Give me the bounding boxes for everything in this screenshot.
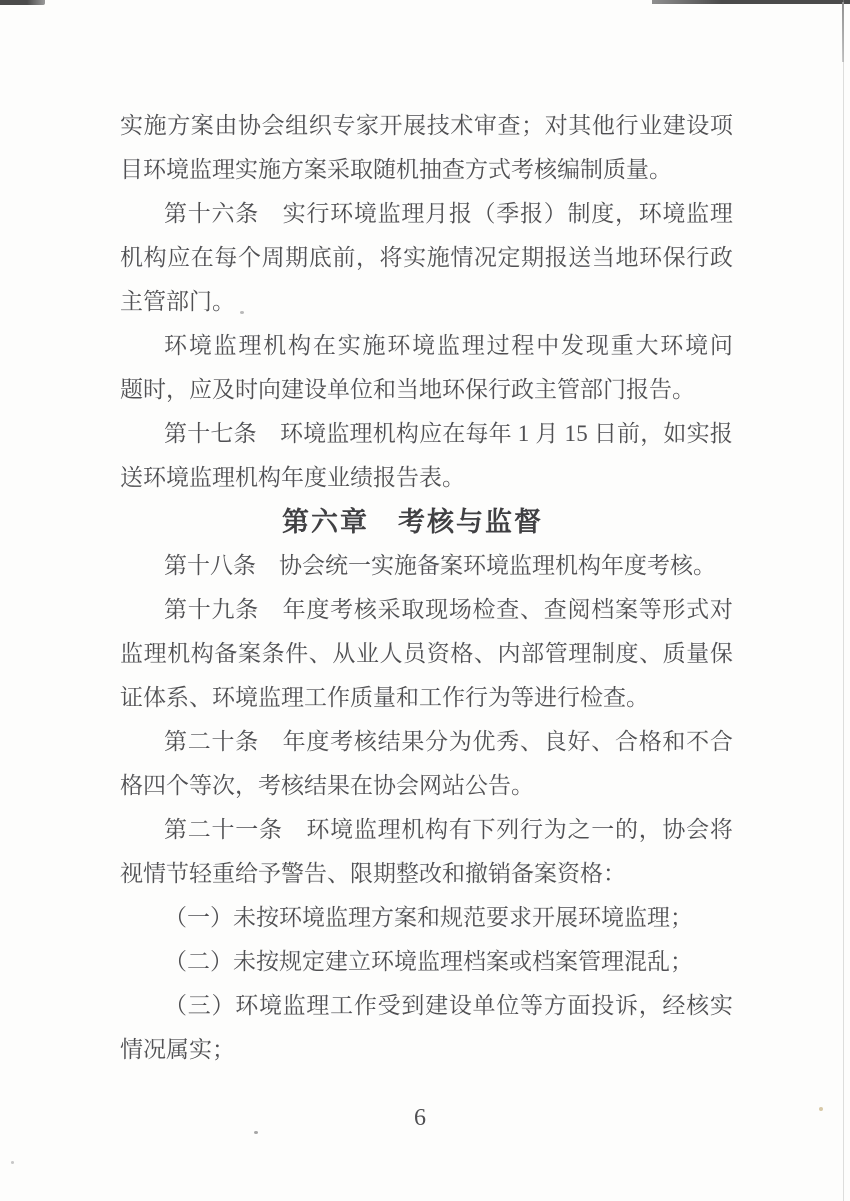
scan-artifact-top-right-edge	[652, 0, 850, 4]
chapter-heading: 第六章 考核与监督	[282, 507, 543, 537]
text-line: 视情节轻重给予警告、限期整改和撤销备案资格：	[120, 861, 626, 886]
scan-artifact-right-edge-line	[843, 0, 844, 1201]
text-line: 第 十 六 条 实 行 环 境 监 理 月 报 （ 季 报 ） 制 度 ， 环 境 监 理	[164, 201, 733, 226]
page-number: 6	[414, 1105, 426, 1131]
text-line: 监 理 机 构 备 案 条 件 、 从 业 人 员 资 格 、 内 部 管 理 制 度 、 质 量 保	[120, 641, 733, 666]
scan-speck	[11, 1161, 14, 1164]
text-line: 第 二 十 一 条 环 境 监 理 机 构 有 下 列 行 为 之 一 的 ， 协 会 将	[164, 817, 733, 842]
paragraph	[120, 896, 733, 940]
text-line: 实 施 方 案 由 协 会 组 织 专 家 开 展 技 术 审 查 ； 对 其 他 行 业 建 设 项	[120, 113, 733, 138]
paragraph	[120, 984, 733, 1072]
paragraph	[120, 192, 733, 324]
paragraph	[120, 808, 733, 896]
paragraph	[120, 720, 733, 808]
text-line: 机 构 应 在 每 个 周 期 底 前 ， 将 实 施 情 况 定 期 报 送 当 地 环 保 行 政	[120, 245, 733, 270]
document-body	[120, 104, 733, 1072]
text-line: 格四个等次，考核结果在协会网站公告。	[120, 773, 534, 798]
text-line: 第 二 十 条 年 度 考 核 结 果 分 为 优 秀 、 良 好 、 合 格 和 不 合	[164, 729, 733, 754]
paragraph	[120, 412, 733, 500]
text-line: 主管部门。	[120, 289, 235, 314]
paragraph	[120, 104, 733, 192]
paragraph	[120, 588, 733, 720]
paragraph	[120, 324, 733, 412]
text-line: 环 境 监 理 机 构 在 实 施 环 境 监 理 过 程 中 发 现 重 大 环 境 问	[164, 333, 733, 358]
text-line: （ 三 ） 环 境 监 理 工 作 受 到 建 设 单 位 等 方 面 投 诉 ， 经 核 实	[164, 993, 733, 1018]
scan-artifact-top-left-edge	[0, 0, 45, 5]
text-line: 第十八条 协会统一实施备案环境监理机构年度考核。	[164, 553, 716, 578]
text-line: 题时，应及时向建设单位和当地环保行政主管部门报告。	[120, 377, 695, 402]
paragraph	[120, 544, 733, 588]
text-line: 第 十 七 条 环 境 监 理 机 构 应 在 每 年 1 月 1 5 日 前 ， 如 实 报	[164, 421, 733, 446]
text-line: 证体系、环境监理工作质量和工作行为等进行检查。	[120, 685, 649, 710]
text-line: 送环境监理机构年度业绩报告表。	[120, 465, 465, 490]
text-line: 情况属实；	[120, 1037, 235, 1062]
text-line: 第 十 九 条 年 度 考 核 采 取 现 场 检 查 、 查 阅 档 案 等 形 式 对	[164, 597, 733, 622]
text-line: （二）未按规定建立环境监理档案或档案管理混乱；	[164, 949, 693, 974]
paragraph	[120, 940, 733, 984]
text-line: 目环境监理实施方案采取随机抽查方式考核编制质量。	[120, 157, 672, 182]
text-line: （一）未按环境监理方案和规范要求开展环境监理；	[164, 905, 693, 930]
